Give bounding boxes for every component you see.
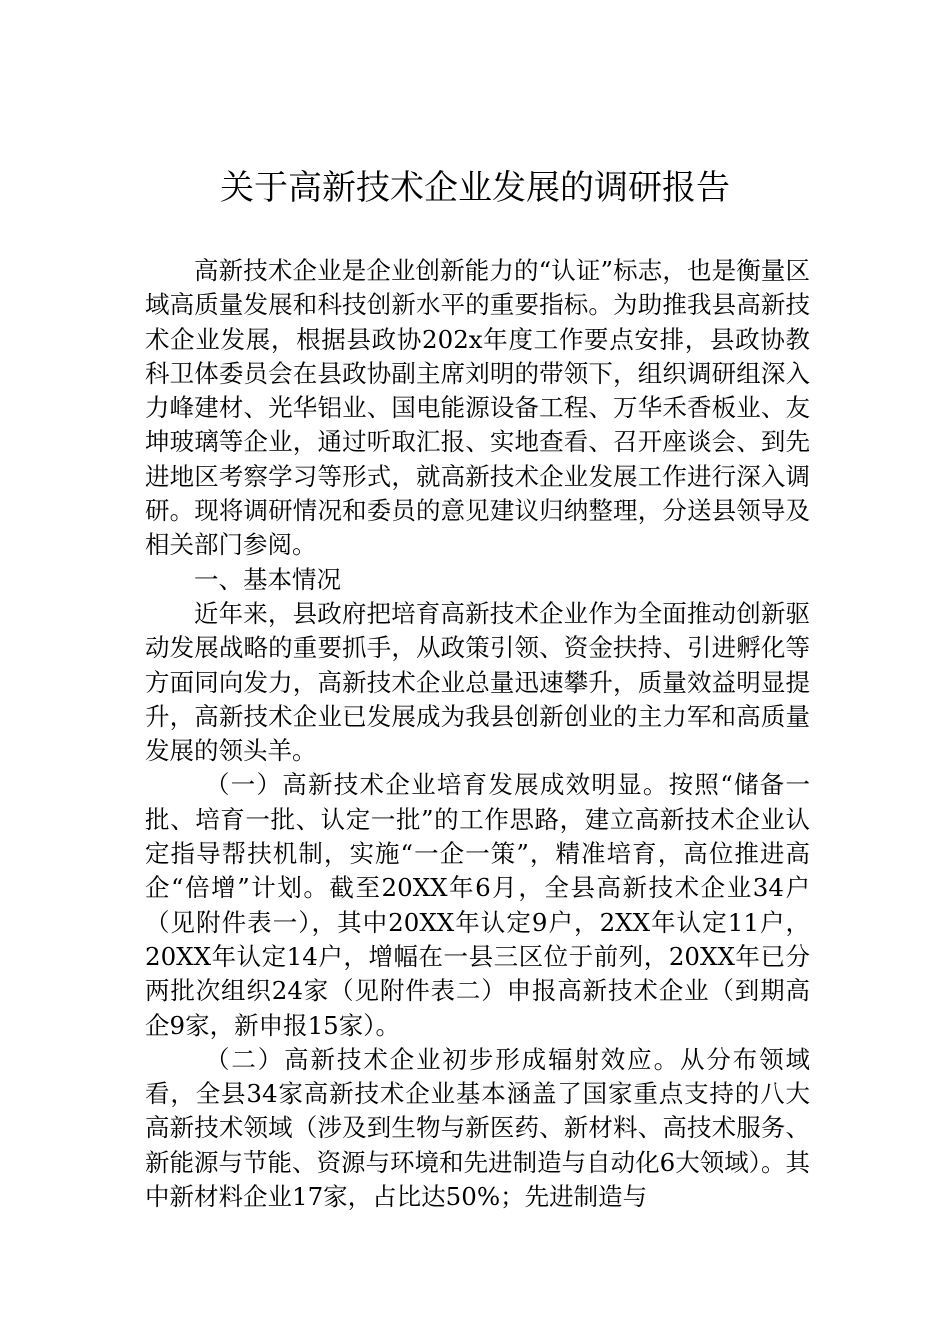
paragraph-overview: 近年来，县政府把培育高新技术企业作为全面推动创新驱动发展战略的重要抓手，从政策引领、资金扶持、引进孵化等方面同向发力，高新技术企业总量迅速攀升，质量效益明显提升，高新技术企业已发展成为我县创新创业的主力军和高质量发展的领头羊。 — [145, 598, 810, 766]
paragraph-subsection-2: （二）高新技术企业初步形成辐射效应。从分布领域看，全县34家高新技术企业基本涵盖了国家重点支持的八大高新技术领域（涉及到生物与新医药、新材料、高技术服务、新能源与节能、资源与环境和先进制造与自动化6大领域）。其中新材料企业17家，占比达50%；先进制造与 — [145, 1044, 810, 1212]
document-body — [145, 254, 810, 1214]
document-title: 关于高新技术企业发展的调研报告 — [220, 168, 730, 208]
paragraph-intro: 高新技术企业是企业创新能力的“认证”标志，也是衡量区域高质量发展和科技创新水平的重要指标。为助推我县高新技术企业发展，根据县政协202x年度工作要点安排，县政协教科卫体委员会在县政协副主席刘明的带领下，组织调研组深入力峰建材、光华铝业、国电能源设备工程、万华禾香板业、友坤玻璃等企业，通过听取汇报、实地查看、召开座谈会、到先进地区考察学习等形式，就高新技术企业发展工作进行深入调研。现将调研情况和委员的意见建议归纳整理，分送县领导及相关部门参阅。 — [145, 256, 810, 560]
section-heading-basic-situation: 一、基本情况 — [194, 564, 341, 594]
paragraph-subsection-1: （一）高新技术企业培育发展成效明显。按照“储备一批、培育一批、认定一批”的工作思路，建立高新技术企业认定指导帮扶机制，实施“一企一策”，精准培育，高位推进高企“倍增”计划。截至20XX年6月，全县高新技术企业34户（见附件表一），其中20XX年认定9户，2XX年认定11户，20XX年认定14户，增幅在一县三区位于前列，20XX年已分两批次组织24家（见附件表二）申报高新技术企业（到期高企9家，新申报15家）。 — [145, 770, 810, 1040]
